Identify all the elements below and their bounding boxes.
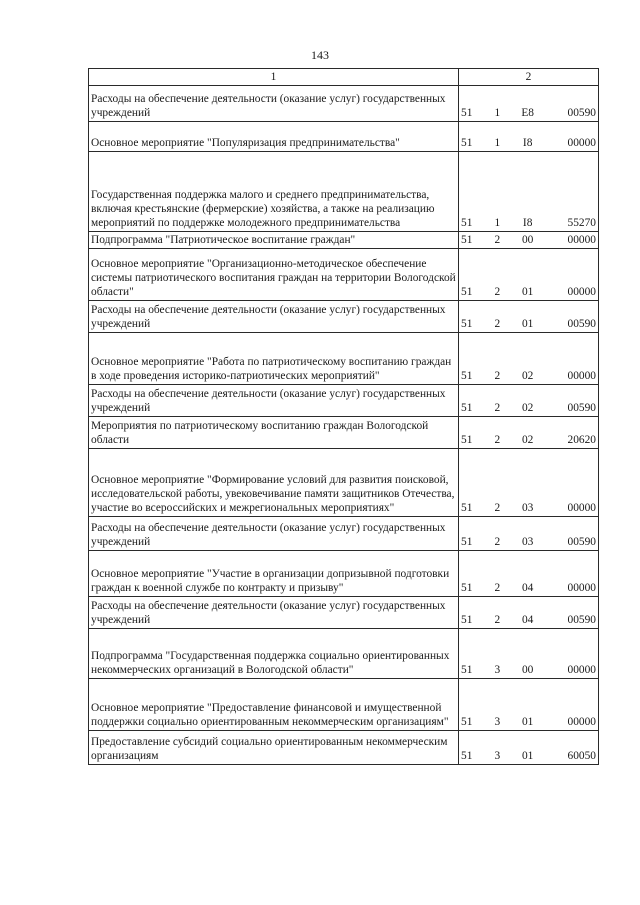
row-code	[459, 629, 599, 679]
code-direction: 00590	[567, 614, 596, 627]
row-code	[459, 86, 599, 122]
table-row	[89, 551, 599, 597]
code-main-activity: 01	[521, 716, 534, 729]
row-code	[459, 731, 599, 765]
table-row	[89, 301, 599, 333]
code-subprogram: 1	[494, 217, 501, 229]
row-description: Расходы на обеспечение деятельности (оказание услуг) государственных учреждений	[89, 301, 459, 333]
code-subprogram: 2	[494, 402, 501, 415]
row-code	[459, 249, 599, 301]
code-main-activity: 03	[521, 502, 534, 515]
code-main-activity: 03	[521, 536, 534, 549]
row-description: Подпрограмма "Патриотическое воспитание граждан"	[89, 232, 459, 249]
code-main-activity: I8	[522, 137, 533, 149]
code-program: 51	[461, 536, 473, 549]
table-row	[89, 249, 599, 301]
code-direction: 60050	[567, 750, 596, 763]
code-program: 51	[461, 137, 473, 149]
code-main-activity: E8	[521, 107, 534, 119]
code-direction: 55270	[567, 217, 596, 229]
code-program: 51	[461, 664, 473, 677]
code-program: 51	[461, 750, 473, 763]
row-code	[459, 385, 599, 417]
code-direction: 20620	[567, 434, 596, 447]
code-direction: 00590	[567, 107, 596, 119]
row-description: Государственная поддержка малого и среднего предпринимательства, включая крестьянские (фермерские) хозяйства, а также на реализацию мероприятий по поддержке молодежного предпринимательства	[89, 152, 459, 232]
code-direction: 00590	[567, 536, 596, 549]
code-main-activity: 01	[521, 750, 534, 763]
code-direction: 00000	[567, 286, 596, 299]
code-subprogram: 3	[494, 716, 501, 729]
code-program: 51	[461, 402, 473, 415]
code-program: 51	[461, 434, 473, 447]
row-code	[459, 449, 599, 517]
code-program: 51	[461, 614, 473, 627]
row-description: Мероприятия по патриотическому воспитанию граждан Вологодской области	[89, 417, 459, 449]
row-code	[459, 679, 599, 731]
code-subprogram: 2	[494, 434, 501, 447]
row-code	[459, 551, 599, 597]
row-description: Основное мероприятие "Популяризация предпринимательства"	[89, 122, 459, 152]
code-main-activity: 02	[521, 434, 534, 447]
row-description: Основное мероприятие "Предоставление финансовой и имущественной поддержки социально ориентированным некоммерческим организациям"	[89, 679, 459, 731]
table-row	[89, 232, 599, 249]
row-code	[459, 122, 599, 152]
row-description: Расходы на обеспечение деятельности (оказание услуг) государственных учреждений	[89, 385, 459, 417]
code-main-activity: 00	[521, 234, 534, 247]
table-header-row	[89, 69, 599, 86]
row-description: Предоставление субсидий социально ориентированным некоммерческим организациям	[89, 731, 459, 765]
row-description: Основное мероприятие "Организационно-методическое обеспечение системы патриотического воспитания граждан на территории Вологодской области"	[89, 249, 459, 301]
code-subprogram: 2	[494, 614, 501, 627]
row-code	[459, 333, 599, 385]
code-program: 51	[461, 318, 473, 331]
code-subprogram: 2	[494, 286, 501, 299]
code-direction: 00000	[567, 664, 596, 677]
code-direction: 00590	[567, 318, 596, 331]
row-description: Основное мероприятие "Формирование условий для развития поисковой, исследовательской работы, увековечивание памяти защитников Отечества, участие во всероссийских и межрегиональных мероприятиях"	[89, 449, 459, 517]
code-direction: 00590	[567, 402, 596, 415]
row-description: Расходы на обеспечение деятельности (оказание услуг) государственных учреждений	[89, 597, 459, 629]
code-program: 51	[461, 286, 473, 299]
row-code	[459, 417, 599, 449]
table-row	[89, 449, 599, 517]
code-program: 51	[461, 582, 473, 595]
code-direction: 00000	[567, 137, 596, 149]
table-row	[89, 86, 599, 122]
table-row	[89, 731, 599, 765]
code-subprogram: 2	[494, 370, 501, 383]
table-row	[89, 417, 599, 449]
row-description: Подпрограмма "Государственная поддержка социально ориентированных некоммерческих организаций в Вологодской области"	[89, 629, 459, 679]
table-row	[89, 122, 599, 152]
code-subprogram: 3	[494, 664, 501, 677]
page-number: 143	[311, 48, 329, 62]
code-subprogram: 2	[494, 582, 501, 595]
table-row	[89, 385, 599, 417]
table-row	[89, 333, 599, 385]
code-main-activity: 02	[521, 402, 534, 415]
column-header-description: 1	[89, 69, 459, 86]
code-subprogram: 1	[494, 137, 501, 149]
code-main-activity: 02	[521, 370, 534, 383]
code-subprogram: 2	[494, 318, 501, 331]
column-header-code: 2	[459, 69, 599, 86]
code-main-activity: 01	[521, 286, 534, 299]
row-code	[459, 517, 599, 551]
code-direction: 00000	[567, 370, 596, 383]
table-row	[89, 517, 599, 551]
code-direction: 00000	[567, 582, 596, 595]
table-row	[89, 629, 599, 679]
row-description: Расходы на обеспечение деятельности (оказание услуг) государственных учреждений	[89, 86, 459, 122]
code-subprogram: 2	[494, 234, 501, 247]
row-code	[459, 152, 599, 232]
code-main-activity: 00	[521, 664, 534, 677]
code-program: 51	[461, 716, 473, 729]
code-main-activity: 01	[521, 318, 534, 331]
row-description: Расходы на обеспечение деятельности (оказание услуг) государственных учреждений	[89, 517, 459, 551]
row-description: Основное мероприятие "Работа по патриотическому воспитанию граждан в ходе проведения историко-патриотических мероприятий"	[89, 333, 459, 385]
row-description: Основное мероприятие "Участие в организации допризывной подготовки граждан к военной службе по контракту и призыву"	[89, 551, 459, 597]
table-row	[89, 679, 599, 731]
table-row	[89, 152, 599, 232]
code-program: 51	[461, 217, 473, 229]
code-subprogram: 2	[494, 502, 501, 515]
row-code	[459, 232, 599, 249]
row-code	[459, 597, 599, 629]
code-program: 51	[461, 370, 473, 383]
code-program: 51	[461, 107, 473, 119]
code-subprogram: 1	[494, 107, 501, 119]
row-code	[459, 301, 599, 333]
code-main-activity: I8	[522, 217, 533, 229]
table-row	[89, 597, 599, 629]
code-subprogram: 2	[494, 536, 501, 549]
budget-code-table	[88, 68, 599, 765]
code-main-activity: 04	[521, 614, 534, 627]
code-direction: 00000	[567, 234, 596, 247]
code-program: 51	[461, 234, 473, 247]
code-direction: 00000	[567, 716, 596, 729]
code-direction: 00000	[567, 502, 596, 515]
code-program: 51	[461, 502, 473, 515]
code-main-activity: 04	[521, 582, 534, 595]
code-subprogram: 3	[494, 750, 501, 763]
